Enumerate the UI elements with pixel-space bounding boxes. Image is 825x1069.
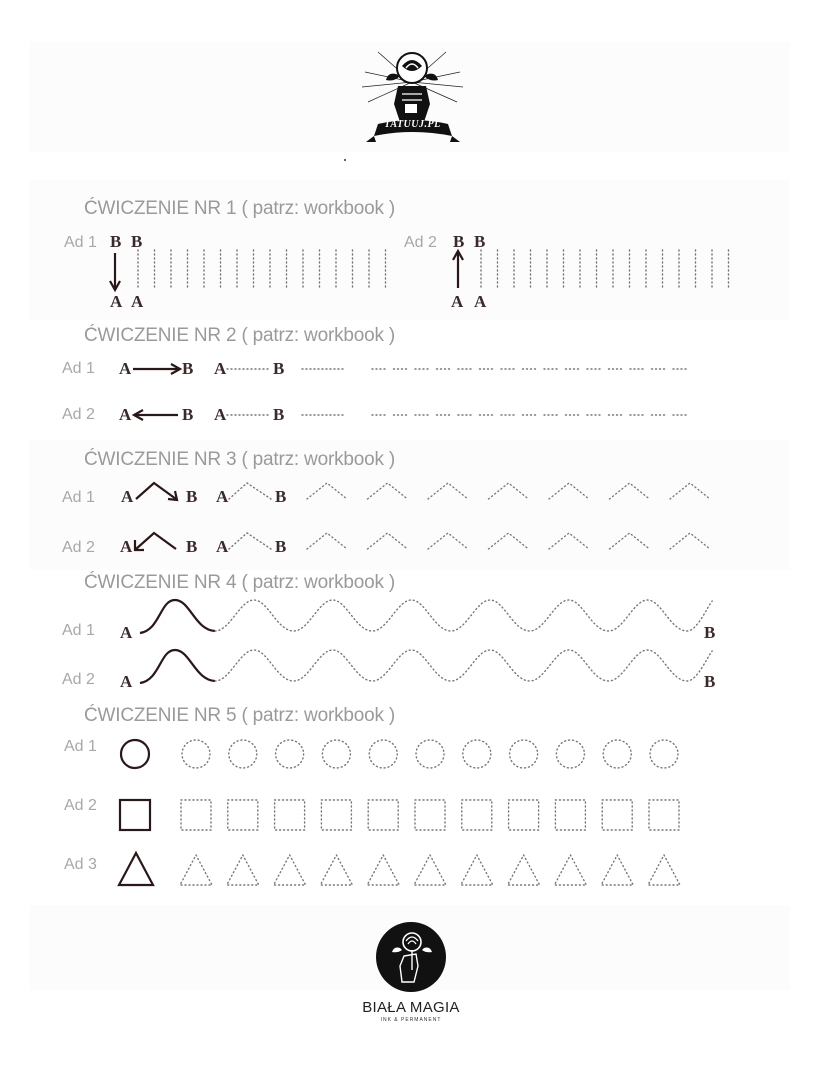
dotted-chevron [670, 533, 710, 549]
ex3-ad1-label: Ad 1 [62, 489, 95, 506]
ex3-ad1-b-dot: B [275, 487, 287, 506]
dotted-triangle [274, 855, 306, 885]
dotted-circle [650, 740, 678, 768]
ex3-ad2-b-dot: B [275, 537, 287, 556]
dotted-triangle [320, 855, 352, 885]
ex2-ad2-label: Ad 2 [62, 406, 95, 423]
dotted-wave [215, 650, 712, 681]
dotted-triangle [508, 855, 540, 885]
dotted-chevron [549, 483, 589, 499]
dotted-circle [322, 740, 350, 768]
ex5-shapes [0, 735, 825, 895]
dotted-square [602, 800, 632, 830]
dotted-chevron [549, 533, 589, 549]
dotted-circle [416, 740, 444, 768]
dotted-chevron [307, 533, 347, 549]
ex1-ad1-b1: B [110, 232, 122, 251]
ex1-ad2-label: Ad 2 [404, 234, 437, 251]
dotted-circle [369, 740, 397, 768]
dotted-chevron [489, 483, 529, 499]
dotted-square [555, 800, 585, 830]
dotted-chevron [489, 533, 529, 549]
ex2-ad2-b-dot: B [273, 405, 285, 424]
dotted-chevron [368, 483, 408, 499]
dotted-square [321, 800, 351, 830]
dotted-circle [510, 740, 538, 768]
dotted-triangle [367, 855, 399, 885]
dotted-square [228, 800, 258, 830]
dotted-square [368, 800, 398, 830]
ex2-ad1-label: Ad 1 [62, 360, 95, 377]
exercise-3-heading: ĆWICZENIE NR 3 ( patrz: workbook ) [84, 449, 395, 470]
exercise-1-heading: ĆWICZENIE NR 1 ( patrz: workbook ) [84, 198, 395, 219]
dotted-triangle [180, 855, 212, 885]
dotted-triangle [648, 855, 680, 885]
dotted-circle [229, 740, 257, 768]
exercise-5-heading: ĆWICZENIE NR 5 ( patrz: workbook ) [84, 705, 395, 726]
dotted-square [415, 800, 445, 830]
ex3-ad1-b: B [186, 487, 198, 506]
stray-dot [344, 159, 346, 161]
dotted-chevron [670, 483, 710, 499]
ex4-ad2-b: B [704, 672, 716, 691]
exercise-2-heading: ĆWICZENIE NR 2 ( patrz: workbook ) [84, 325, 395, 346]
ex4-ad1-label: Ad 1 [62, 622, 95, 639]
ex3-ad2-label: Ad 2 [62, 539, 95, 556]
solid-square [120, 800, 150, 830]
ex2-ad2-a-dot: A [214, 405, 227, 424]
dotted-square [649, 800, 679, 830]
ex4-ad2-a: A [120, 672, 133, 691]
dotted-triangle [601, 855, 633, 885]
ex1-ad1-a2: A [131, 292, 144, 311]
ex2-ad1-b: B [182, 359, 194, 378]
ex3-ad2-a: A [120, 537, 133, 556]
ex1-ad1-label: Ad 1 [64, 234, 97, 251]
ex4-ad1-b: B [704, 623, 716, 642]
dotted-chevron [229, 533, 271, 549]
ex1-ad2-b2: B [474, 232, 486, 251]
hand-icon [394, 86, 430, 122]
dotted-triangle [227, 855, 259, 885]
ex2-ad2-a: A [119, 405, 132, 424]
footer-logo [346, 920, 476, 1030]
ex1-ad2-b1: B [453, 232, 465, 251]
solid-triangle [119, 853, 153, 885]
ex4-ad1-a: A [120, 623, 133, 642]
dotted-triangle [461, 855, 493, 885]
header-logo [360, 42, 465, 147]
dotted-wave [215, 600, 712, 631]
ex5-ad2-label: Ad 2 [64, 797, 97, 814]
ex1-ad2-a2: A [474, 292, 487, 311]
footer-logo-name: BIAŁA MAGIA [362, 999, 460, 1016]
ex1-ad2-a1: A [451, 292, 464, 311]
ex5-ad1-label: Ad 1 [64, 738, 97, 755]
ex3-ad2-b: B [186, 537, 198, 556]
header-logo-text: TATUUJ.PL [384, 119, 441, 130]
footer-logo-tagline: INK & PERMANENT [380, 1017, 442, 1023]
ex3-ad2-a-dot: A [216, 537, 229, 556]
ex2-ad1-b-dot: B [273, 359, 285, 378]
dotted-chevron [428, 483, 468, 499]
dotted-chevron [610, 533, 650, 549]
ex1-ad1-b2: B [131, 232, 143, 251]
ex3-lines [0, 475, 825, 555]
dotted-triangle [414, 855, 446, 885]
dotted-chevron [428, 533, 468, 549]
dotted-circle [603, 740, 631, 768]
solid-circle [121, 740, 149, 768]
ex3-ad1-a: A [121, 487, 134, 506]
dotted-square [509, 800, 539, 830]
dotted-chevron [368, 533, 408, 549]
ex2-ad2-b: B [182, 405, 194, 424]
ex2-ad1-a-dot: A [214, 359, 227, 378]
footer-logo-emblem [346, 920, 476, 995]
dotted-square [462, 800, 492, 830]
dotted-circle [276, 740, 304, 768]
exercise-4-heading: ĆWICZENIE NR 4 ( patrz: workbook ) [84, 572, 395, 593]
header-logo-graphic [360, 42, 465, 147]
dotted-circle [463, 740, 491, 768]
ex2-lines [0, 350, 825, 420]
ex3-ad1-a-dot: A [216, 487, 229, 506]
dotted-chevron [229, 483, 271, 499]
dotted-chevron [307, 483, 347, 499]
ex2-ad1-a: A [119, 359, 132, 378]
ex4-waves [0, 595, 825, 695]
rose-icon [386, 53, 438, 83]
dotted-triangle [554, 855, 586, 885]
dotted-square [275, 800, 305, 830]
ex1-lines [0, 248, 825, 308]
dotted-square [181, 800, 211, 830]
ex4-ad2-label: Ad 2 [62, 671, 95, 688]
dotted-circle [556, 740, 584, 768]
dotted-chevron [610, 483, 650, 499]
ex1-ad1-a1: A [110, 292, 123, 311]
ex5-ad3-label: Ad 3 [64, 856, 97, 873]
dotted-circle [182, 740, 210, 768]
